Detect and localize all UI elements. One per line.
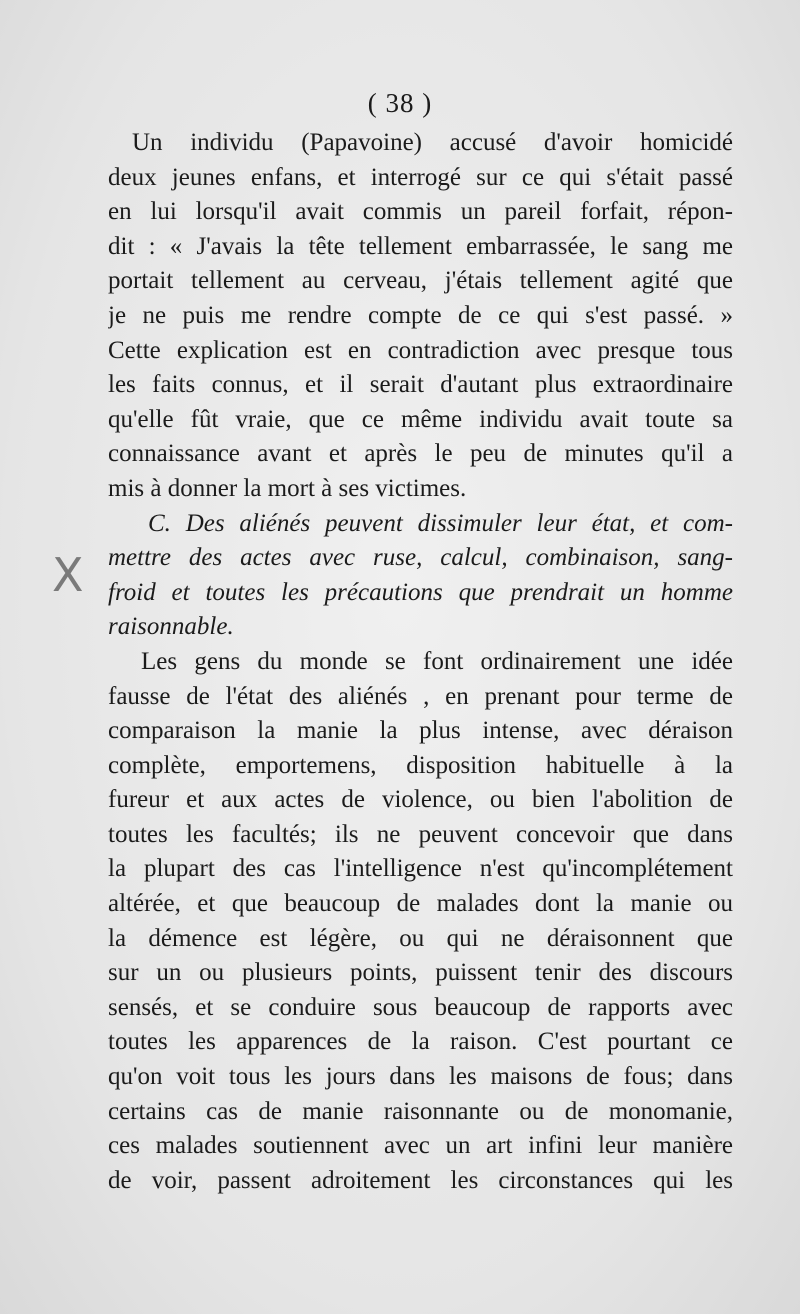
text-line: Cette explication est en contradiction avec presque tous — [108, 336, 733, 364]
text-line: certains cas de manie raisonnante ou de monomanie, — [108, 1097, 733, 1125]
page-number: ( 38 ) — [367, 88, 433, 118]
text-line: Les gens du monde se font ordinairement une idée — [141, 647, 733, 675]
text-line: je ne puis me rendre compte de ce qui s'est passé. » — [108, 301, 733, 329]
text-line: portait tellement au cerveau, j'étais tellement agité que — [108, 267, 733, 295]
text-line: mis à donner la mort à ses victimes. — [108, 474, 467, 502]
text-line: deux jeunes enfans, et interrogé sur ce qui s'était passé — [108, 163, 733, 191]
text-line: la démence est légère, ou qui ne déraisonnent que — [108, 924, 733, 952]
text-line: qu'on voit tous les jours dans les maisons de fous; dans — [108, 1063, 733, 1091]
text-line: les faits connus, et il serait d'autant plus extraordinaire — [108, 371, 733, 399]
text-line: sur un ou plusieurs points, puissent tenir des discours — [108, 959, 733, 987]
text-line: fausse de l'état des aliénés , en prenant pour terme de — [108, 682, 733, 710]
text-line: connaissance avant et après le peu de minutes qu'il a — [108, 440, 733, 468]
text-line: qu'elle fût vraie, que ce même individu avait toute sa — [108, 405, 733, 433]
text-line: sensés, et se conduire sous beaucoup de rapports avec — [108, 993, 733, 1021]
text-line: comparaison la manie la plus intense, avec déraison — [108, 717, 733, 745]
text-line: toutes les facultés; ils ne peuvent concevoir que dans — [108, 820, 733, 848]
text-line: complète, emportemens, disposition habituelle à la — [108, 751, 733, 779]
text-line: toutes les apparences de la raison. C'est pourtant ce — [108, 1028, 733, 1056]
text-line: la plupart des cas l'intelligence n'est qu'incomplétement — [108, 855, 733, 883]
margin-cross-mark: X — [52, 548, 84, 602]
text-line: mettre des actes avec ruse, calcul, combinaison, sang- — [108, 544, 733, 572]
text-line: ces malades soutiennent avec un art infini leur manière — [108, 1132, 733, 1160]
body-text — [108, 126, 733, 1198]
text-line: froid et toutes les précautions que prendrait un homme — [108, 578, 733, 606]
text-line: dit : « J'avais la tête tellement embarrassée, le sang me — [108, 232, 733, 260]
text-line: altérée, et que beaucoup de malades dont la manie ou — [108, 890, 733, 918]
text-line: fureur et aux actes de violence, ou bien l'abolition de — [108, 786, 733, 814]
text-line: C. Des aliénés peuvent dissimuler leur état, et com- — [148, 509, 733, 537]
text-line: de voir, passent adroitement les circonstances qui les — [108, 1166, 733, 1194]
text-line: en lui lorsqu'il avait commis un pareil forfait, répon- — [108, 198, 733, 226]
text-line: raisonnable. — [108, 613, 234, 641]
text-line: Un individu (Papavoine) accusé d'avoir homicidé — [132, 129, 733, 156]
